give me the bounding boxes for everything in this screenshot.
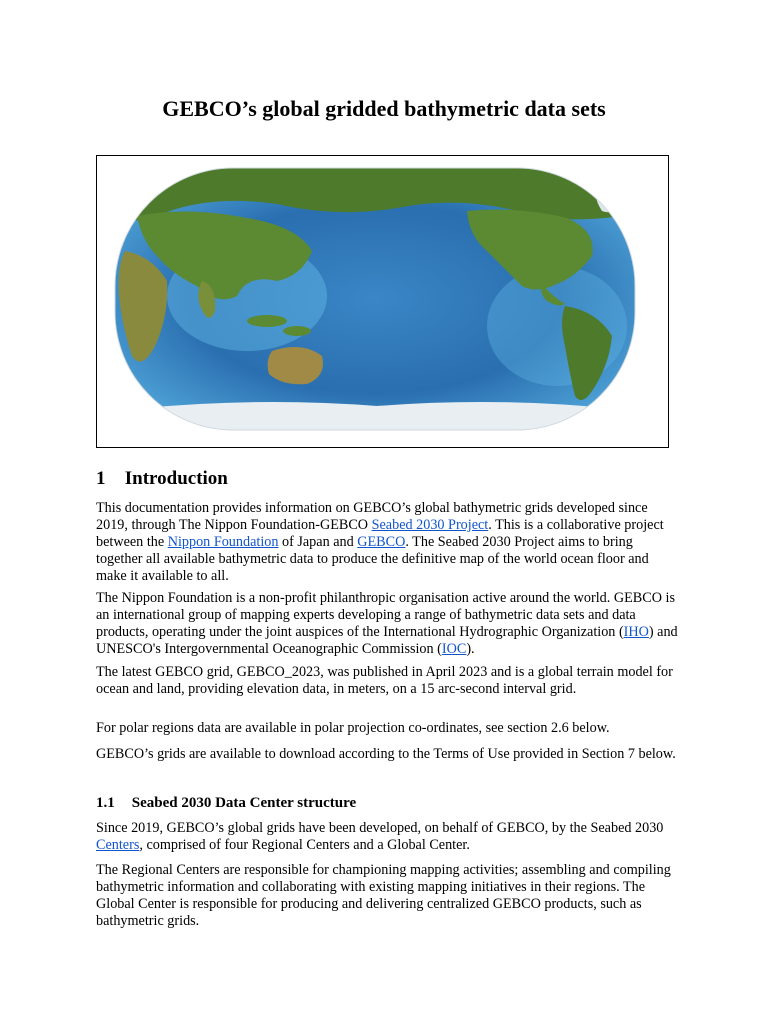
nippon-foundation-link[interactable]: Nippon Foundation xyxy=(167,534,279,550)
world-bathymetry-map xyxy=(97,156,668,447)
page-title: GEBCO’s global gridded bathymetric data sets xyxy=(162,96,606,121)
ioc-link[interactable]: IOC xyxy=(441,641,467,657)
text-run: ). xyxy=(466,641,475,657)
section-number: 1 xyxy=(96,468,106,489)
structure-paragraph-2: The Regional Centers are responsible for championing mapping activities; assembling and compiling bathymetric information and collaborating with existing mapping initiatives in their regions. The Global Center is responsible for producing and delivering centralized GEBCO products, such as bathymetric grids. xyxy=(96,862,671,929)
text-run: The Nippon Foundation is a non-profit philanthropic organisation active around the world. GEBCO is an international group of mapping experts developing a range of bathymetric data sets and data products, operating under the joint auspices of the International Hydrographic Organization ( xyxy=(96,590,675,640)
subsection-title: Seabed 2030 Data Center structure xyxy=(131,795,357,811)
section-title: Introduction xyxy=(124,468,228,489)
text-run: of Japan and xyxy=(278,534,358,550)
section-heading-introduction xyxy=(96,468,228,490)
iho-link[interactable]: IHO xyxy=(623,624,649,640)
text-run: . This is a collaborative project between the xyxy=(96,517,664,550)
intro-paragraph-3: The latest GEBCO grid, GEBCO_2023, was published in April 2023 and is a global terrain model for ocean and land, providing elevation data, in meters, on a 15 arc-second interval grid. xyxy=(96,664,673,697)
subsection-heading-data-center xyxy=(96,795,356,812)
structure-paragraph-1 xyxy=(96,820,681,854)
text-run: Since 2019, GEBCO’s global grids have been developed, on behalf of GEBCO, by the Seabed 2030 xyxy=(96,820,664,836)
map-figure xyxy=(96,155,669,448)
seabed-2030-project-link[interactable]: Seabed 2030 Project xyxy=(371,517,489,533)
gebco-link[interactable]: GEBCO xyxy=(357,534,406,550)
intro-paragraph-1 xyxy=(96,500,681,585)
text-run: This documentation provides information on GEBCO’s global bathymetric grids developed since 2019, through The Nippon Foundation-GEBCO xyxy=(96,500,648,533)
intro-paragraph-5: GEBCO’s grids are available to download according to the Terms of Use provided in Section 7 below. xyxy=(96,746,676,762)
centers-link[interactable]: Centers xyxy=(96,837,140,853)
intro-paragraph-2 xyxy=(96,590,681,658)
text-run: . The Seabed 2030 Project aims to bring together all available bathymetric data to produce the definitive map of the world ocean floor and make it available to all. xyxy=(96,534,649,584)
text-run: ) and UNESCO's Intergovernmental Oceanographic Commission ( xyxy=(96,624,678,657)
subsection-number: 1.1 xyxy=(96,795,115,811)
text-run: , comprised of four Regional Centers and a Global Center. xyxy=(139,837,470,853)
intro-paragraph-4: For polar regions data are available in polar projection co-ordinates, see section 2.6 below. xyxy=(96,720,610,736)
